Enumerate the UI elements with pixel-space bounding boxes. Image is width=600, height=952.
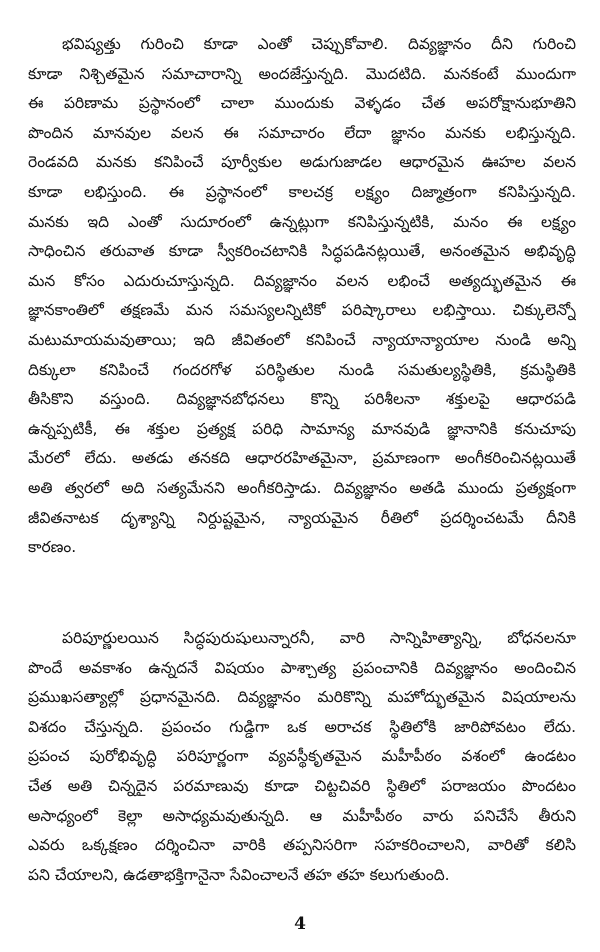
text-line: దిక్కులా కనిపించే గందరగోళ పరిస్థితుల నుండి సమతుల్యస్థితికి, క్రమస్థితికి	[28, 360, 576, 379]
text-line: చేత అతి చిన్నదైన పరమాణువు కూడా చిట్టచివరి స్థితిలో పరాజయం పొందటం	[28, 776, 576, 795]
text-line: జ్ఞానకాంతిలో తక్షణమే మన సమస్యలన్నిటికో పరిష్కారాలు లభిస్తాయి. చిక్కులెన్నో	[28, 301, 576, 320]
text-line: పరిపూర్ణులయిన సిద్ధపురుషులున్నారనీ, వారి సాన్నిహిత్యాన్ని, బోధనలనూ	[62, 629, 576, 647]
page-number: 4	[294, 914, 306, 934]
text-line: ఉన్నప్పటికీ, ఈ శక్తుల ప్రత్యక్ష పరిధి సామాన్య మానవుడి జ్ఞానానికి కనుచూపు	[28, 419, 576, 438]
paragraph-2	[28, 624, 576, 890]
text-line: కారణం.	[28, 538, 77, 557]
text-line: ప్రపంచ పురోభివృద్ధి పరిపూర్ణంగా వ్యవస్థీకృతమైన మహీపీఠం వశంలో ఉండటం	[28, 747, 576, 766]
paragraph-1	[28, 30, 576, 563]
text-line: తీసికొని వస్తుంది. దివ్యజ్ఞానబోధనలు కొన్ని పరిశీలనా శక్తులపై ఆధారపడి	[28, 390, 576, 409]
text-line: పొందే అవకాశం ఉన్నదనే విషయం పాశ్చాత్య ప్రపంచానికి దివ్యజ్ఞానం అందించిన	[28, 658, 576, 677]
text-line: విశదం చేస్తున్నది. ప్రపంచం గుడ్డిగా ఒక అరాచక స్థితిలోకి జారిపోవటం లేదు.	[28, 717, 576, 736]
text-line: ప్రముఖసత్యాల్లో ప్రధానమైనది. దివ్యజ్ఞానం మరికొన్ని మహోద్భుతమైన విషయాలను	[28, 688, 576, 707]
text-line: భవిష్యత్తు గురించి కూడా ఎంతో చెప్పుకోవాలి. దివ్యజ్ఞానం దీని గురించి	[62, 35, 576, 53]
text-line: మటుమాయమవుతాయి; ఇది జీవితంలో కనిపించే న్యాయాన్యాయాల నుండి అన్ని	[28, 330, 576, 349]
text-line: అతి త్వరలో అది సత్యమేనని అంగీకరిస్తాడు. దివ్యజ్ఞానం అతడి ముందు ప్రత్యక్షంగా	[28, 478, 576, 497]
text-line: జీవితనాటక దృశ్యాన్ని నిర్దుష్టమైన, న్యాయమైన రీతిలో ప్రదర్శించటమే దీనికి	[28, 508, 576, 527]
text-line: కూడా నిశ్చితమైన సమాచారాన్ని అందజేస్తున్నది. మొదటిది. మనకంటే ముందుగా	[28, 64, 576, 83]
text-line: సాధించిన తరువాత కూడా స్వీకరించటానికి సిద్ధపడినట్లయితే, అనంతమైన అభివృద్ధి	[28, 242, 576, 261]
text-line: పని చేయాలని, ఉడతాభక్తిగానైనా సేవించాలనే తహ తహ కలుగుతుంది.	[28, 865, 450, 884]
text-line: మేరలో లేదు. అతడు తనకది ఆధారరహితమైనా, ప్రమాణంగా అంగీకరించినట్లయితే	[28, 449, 576, 468]
text-line: మన కోసం ఎదురుచూస్తున్నది. దివ్యజ్ఞానం వలన లభించే అత్యద్భుతమైన ఈ	[28, 271, 576, 290]
text-line: మనకు ఇది ఎంతో సుదూరంలో ఉన్నట్లుగా కనిపిస్తున్నటికి, మనం ఈ లక్ష్యం	[28, 212, 576, 231]
text-line: ఎవరు ఒక్కక్షణం దర్శించినా వారికి తప్పనిసరిగా సహకరించాలని, వారితో కలిసి	[28, 836, 576, 855]
text-line: రెండవది మనకు కనిపించే పూర్వీకుల అడుగుజాడల ఆధారమైన ఊహల వలన	[28, 153, 576, 172]
text-line: పొందిన మానవుల వలన ఈ సమాచారం లేదా జ్ఞానం మనకు లభిస్తున్నది.	[28, 123, 576, 142]
text-line: కూడా లభిస్తుంది. ఈ ప్రస్థానంలో కాలచక్ర లక్ష్యం దిజ్మాత్రంగా కనిపిస్తున్నది.	[28, 182, 576, 201]
text-line: ఈ పరిణామ ప్రస్థానంలో చాలా ముందుకు వెళ్ళడం చేత అపరోక్షానుభూతిని	[28, 94, 576, 113]
text-line: అసాధ్యంలో కెల్లా అసాధ్యమవుతున్నది. ఆ మహీపీఠం వారు పనిచేసే తీరుని	[28, 806, 576, 825]
